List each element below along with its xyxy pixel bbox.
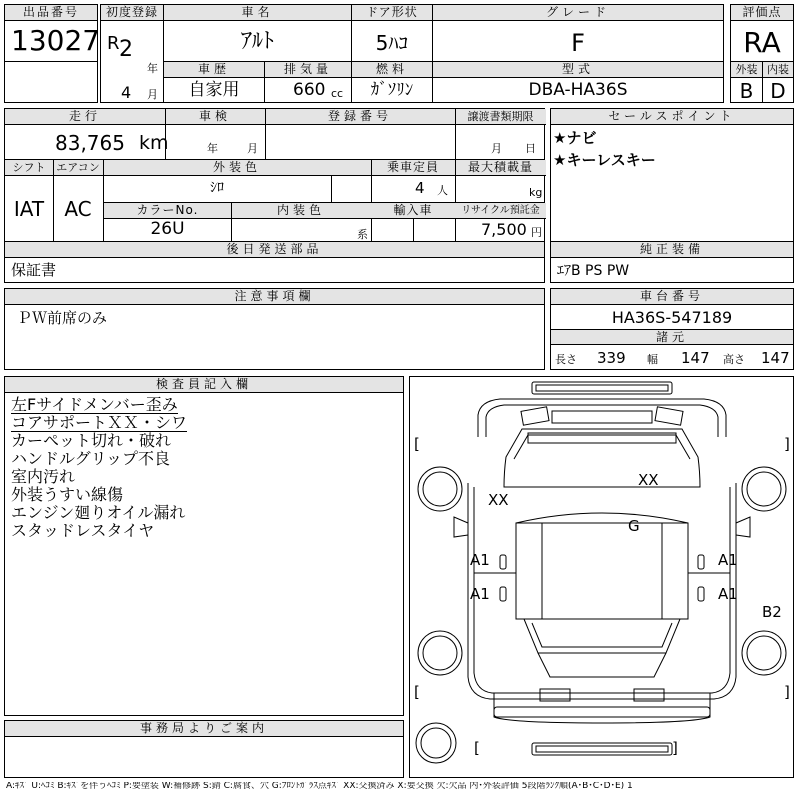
sales-points-label: セールスポイント xyxy=(551,109,793,125)
interior-cell xyxy=(762,61,794,103)
inspector-note: コアサポートＸＸ・シワ xyxy=(11,413,188,432)
lot-blank-cell xyxy=(4,61,98,103)
history: 自家用 xyxy=(188,80,240,100)
ac-label: エアコン xyxy=(53,160,103,176)
inspector-note: 外装うすい線傷 xyxy=(11,485,124,504)
recycle-fee: 7,500 xyxy=(481,220,527,239)
car-name-label: 車名 xyxy=(164,5,351,21)
caution-note: ＰＷ前席のみ xyxy=(17,309,108,327)
length: 339 xyxy=(597,349,626,367)
grade: F xyxy=(571,29,585,57)
import-label: 輸入車 xyxy=(371,203,455,219)
inspector-note: エンジン廻りオイル漏れ xyxy=(11,503,186,522)
month-unit: 月 xyxy=(147,88,158,101)
inspector-label: 検査員記入欄 xyxy=(5,377,403,393)
car-name: ｱﾙﾄ xyxy=(240,29,274,54)
width: 147 xyxy=(681,349,710,367)
inspector-note: カーペット切れ・破れ xyxy=(11,431,172,450)
bracket-close: ] xyxy=(672,739,678,757)
color-label: 外装色 xyxy=(103,160,371,176)
inspector-note: ハンドルグリップ不良 xyxy=(11,449,171,468)
displacement-unit: cc xyxy=(331,87,344,100)
damage-mark: G xyxy=(628,517,640,535)
chassis-label: 車台番号 xyxy=(551,289,793,305)
exterior-label: 外装 xyxy=(731,62,762,78)
fuel-label: 燃料 xyxy=(352,62,432,78)
fuel: ｶﾞｿﾘﾝ xyxy=(370,80,414,100)
later-parts: 保証書 xyxy=(11,261,57,279)
capacity-unit: 人 xyxy=(437,184,448,197)
aircon: AC xyxy=(64,197,92,221)
inspection-year-unit: 年 xyxy=(207,142,218,155)
score: RA xyxy=(743,26,781,59)
score-cell xyxy=(730,4,794,62)
color-no-label: カラーNo. xyxy=(104,203,231,219)
grade-cell xyxy=(432,4,724,62)
interior-label: 内装 xyxy=(763,62,793,78)
transfer-label: 譲渡書類期限 xyxy=(455,109,546,125)
load-unit: kg xyxy=(529,186,543,199)
exterior-cell xyxy=(730,61,763,103)
mileage-unit: km xyxy=(139,132,169,154)
bracket-close: ] xyxy=(784,683,790,701)
color: ｼﾛ xyxy=(210,180,224,196)
inspector-note: スタッドレスタイヤ xyxy=(11,521,155,540)
inspection-month-unit: 月 xyxy=(247,142,258,155)
damage-mark: A1 xyxy=(718,551,738,569)
regno-label: 登録番号 xyxy=(265,109,455,125)
recycle-label: リサイクル預託金 xyxy=(455,203,546,219)
lot-number-label: 出品番号 xyxy=(5,5,97,21)
later-parts-label: 後日発送部品 xyxy=(5,242,544,258)
capacity-label: 乗車定員 xyxy=(371,160,455,176)
caution-label: 注意事項欄 xyxy=(5,289,544,305)
int-color-unit: 系 xyxy=(357,228,368,241)
damage-mark: A1 xyxy=(718,585,738,603)
damage-mark: B2 xyxy=(762,603,782,621)
shift: IAT xyxy=(13,197,45,221)
displacement: 660 xyxy=(293,80,326,100)
inspector-note: 左Fサイドメンバー歪み xyxy=(11,395,178,414)
door-cell xyxy=(351,4,433,62)
int-color-label: 内装色 xyxy=(231,203,371,219)
model-label: 型式 xyxy=(433,62,723,78)
sales-point-item: ★キーレスキー xyxy=(553,151,656,169)
model-cell xyxy=(432,61,724,103)
bracket-open: [ xyxy=(414,435,420,453)
transfer-month-unit: 月 xyxy=(491,142,502,155)
load-label: 最大積載量 xyxy=(455,160,546,176)
legend: A:ｷｽﾞ U:ﾍｺﾐ B:ｷｽﾞを伴うﾍｺﾐ P:要塗装 W:補修跡 S:錆 C:腐食、穴 G:ﾌﾛﾝﾄｶﾞﾗｽ点ｷｽﾞ XX:交換済み X:要交換 欠:欠品 内･外装評価 5段階ﾗﾝｸ順(A･B･C･D･E) 1 xyxy=(6,782,633,791)
exterior-grade: B xyxy=(739,79,754,103)
sales-point-item: ★ナビ xyxy=(553,129,597,147)
transfer-day-unit: 日 xyxy=(525,142,536,155)
car-name-cell xyxy=(163,4,352,62)
bracket-open: [ xyxy=(474,739,480,757)
door-label: ドア形状 xyxy=(352,5,432,21)
height: 147 xyxy=(761,349,790,367)
inspector-box xyxy=(4,376,404,716)
year-unit: 年 xyxy=(147,62,158,75)
door-type: 5ﾊｺ xyxy=(375,31,409,55)
mileage-label: 走行 xyxy=(5,109,165,125)
car-diagram xyxy=(409,376,794,778)
office-notice-label: 事務局よりご案内 xyxy=(5,721,403,737)
inspection-label: 車検 xyxy=(165,109,265,125)
inspector-note: 室内汚れ xyxy=(11,467,76,486)
bracket-open: [ xyxy=(414,683,420,701)
car-outline xyxy=(410,377,795,779)
dims-label: 諸元 xyxy=(551,329,793,345)
first-registration-cell xyxy=(100,4,164,103)
fuel-cell xyxy=(351,61,433,103)
damage-mark: A1 xyxy=(470,551,490,569)
width-label: 幅 xyxy=(647,353,658,366)
lot-number: 13027 xyxy=(11,24,101,57)
damage-mark: A1 xyxy=(470,585,490,603)
lot-number-cell xyxy=(4,4,101,62)
displacement-cell xyxy=(264,61,352,103)
history-cell xyxy=(163,61,265,103)
genuine-equipment: ｴｱB PS PW xyxy=(557,263,630,279)
mileage: 83,765 xyxy=(55,131,125,155)
displacement-label: 排気量 xyxy=(265,62,351,78)
first-registration-label: 初度登録 xyxy=(101,5,163,21)
length-label: 長さ xyxy=(555,353,577,366)
chassis-box xyxy=(550,288,794,370)
interior-grade: D xyxy=(770,79,786,103)
shift-label: シフト xyxy=(5,160,53,176)
spec-table xyxy=(4,108,545,242)
damage-mark: XX xyxy=(488,491,509,509)
damage-mark: XX xyxy=(638,471,659,489)
score-label: 評価点 xyxy=(731,5,793,21)
era: R xyxy=(107,33,120,54)
office-notice-box xyxy=(4,720,404,778)
model: DBA-HA36S xyxy=(528,80,628,100)
chassis-number: HA36S-547189 xyxy=(611,308,733,327)
caution-box xyxy=(4,288,545,370)
height-label: 高さ xyxy=(723,353,745,366)
grade-label: グレード xyxy=(433,5,723,21)
bracket-close: ] xyxy=(784,435,790,453)
history-label: 車歴 xyxy=(164,62,264,78)
era-year: 2 xyxy=(119,37,133,62)
genuine-equipment-box xyxy=(550,241,794,283)
capacity: 4 xyxy=(415,179,425,197)
genuine-equipment-label: 純正装備 xyxy=(551,242,793,258)
month: 4 xyxy=(121,83,132,102)
later-parts-box xyxy=(4,241,545,283)
sales-points-box xyxy=(550,108,794,242)
recycle-unit: 円 xyxy=(531,226,542,239)
color-number: 26U xyxy=(150,219,185,239)
